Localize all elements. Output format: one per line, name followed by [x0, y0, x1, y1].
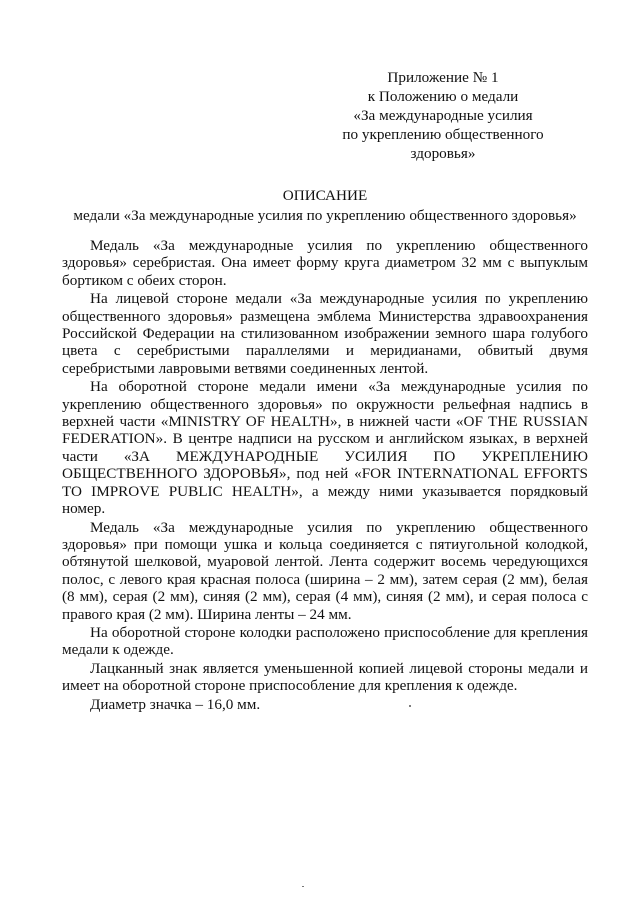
- appendix-line: «За международные усилия: [353, 107, 533, 124]
- body-paragraph: Диаметр значка – 16,0 мм.: [90, 695, 261, 713]
- body-paragraph: На оборотной стороне медали имени «За международные усилия по укреплению общественного здоровья» по окружности рельефная надпись в верхней части «MINISTRY OF HEALTH», в нижней части «OF THE RUSSIAN FEDERATION». В центре надписи на русском и английском языках, в верхней части «ЗА МЕЖДУНАРОДНЫЕ УСИЛИЯ ПО УКРЕПЛЕНИЮ ОБЩЕСТВЕННОГО ЗДОРОВЬЯ», под ней «FOR INTERNATIONAL EFFORTS TO IMPROVE PUBLIC HEALTH», а между ними указывается порядковый номер.: [62, 378, 588, 518]
- document-subtitle: медали «За международные усилия по укреплению общественного здоровья»: [73, 207, 577, 224]
- appendix-header: [318, 68, 568, 163]
- body-paragraph: На оборотной стороне колодки расположено приспособление для крепления медали к одежде.: [62, 623, 588, 659]
- document-body: [62, 237, 588, 714]
- body-paragraph: Медаль «За международные усилия по укреплению общественного здоровья» при помощи ушка и кольца соединяется с пятиугольной колодкой, обтянутой шелковой, муаровой лентой. Лента содержит восемь чередующихся полос, с левого края красная полоса (ширина – 2 мм), затем серая (2 мм), белая (8 мм), серая (2 мм), синяя (2 мм), серая (4 мм), синяя (2 мм), и серая полоса с правого края (2 мм). Ширина ленты – 24 мм.: [62, 518, 588, 623]
- appendix-line: по укреплению общественного: [342, 126, 544, 143]
- body-paragraph: Медаль «За международные усилия по укреплению общественного здоровья» серебристая. Она имеет форму круга диаметром 32 мм с выпуклым бортиком с обеих сторон.: [62, 237, 588, 289]
- appendix-line: Приложение № 1: [387, 69, 499, 86]
- body-paragraph: На лицевой стороне медали «За международные усилия по укреплению общественного здоровья» размещена эмблема Министерства здравоохранения Российской Федерации на стилизованном изображении земного шара голубого цвета с серебристыми параллелями и меридианами, обвитый двумя серебристыми лавровыми ветвями соединенных лентой.: [62, 290, 588, 377]
- body-paragraph: Лацканный знак является уменьшенной копией лицевой стороны медали и имеет на оборотной стороне приспособление для крепления к одежде.: [62, 659, 588, 695]
- scan-speck: [302, 886, 304, 887]
- scan-speck: [409, 705, 411, 707]
- document-heading: [60, 186, 590, 226]
- appendix-line: к Положению о медали: [367, 88, 519, 105]
- appendix-line: здоровья»: [410, 145, 476, 162]
- document-title: ОПИСАНИЕ: [282, 187, 368, 204]
